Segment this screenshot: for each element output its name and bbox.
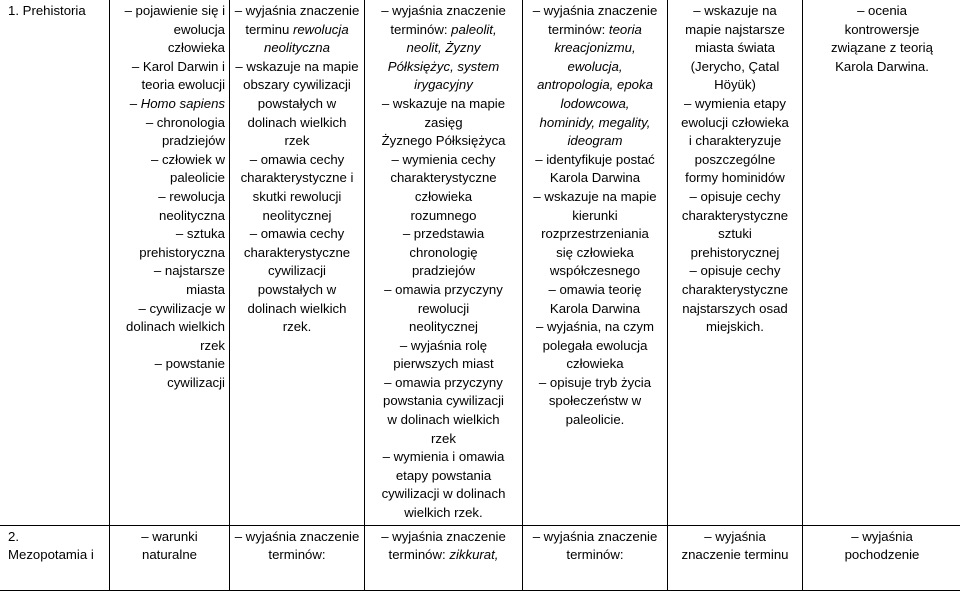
- cell-text-line: terminów: teoria: [527, 21, 663, 40]
- cell-text-line: człowieka: [114, 39, 225, 58]
- cell-text-line: chronologię: [369, 244, 518, 263]
- cell-text-line: hominidy, megality,: [527, 114, 663, 133]
- cell-text-line: – powstanie: [114, 355, 225, 374]
- cell-text-line: – wyjaśnia: [672, 528, 798, 547]
- cell-text-line: – opisuje cechy: [672, 188, 798, 207]
- cell-text-line: dolinach wielkich: [234, 114, 360, 133]
- cell-text-line: neolitycznej: [234, 207, 360, 226]
- cell-text-line: powstałych w: [234, 281, 360, 300]
- cell-text-line: ewolucja,: [527, 58, 663, 77]
- cell-text-line: ewolucji człowieka: [672, 114, 798, 133]
- content-cell: [110, 525, 230, 590]
- cell-text-line: człowieka: [369, 188, 518, 207]
- cell-text-line: miasta świata: [672, 39, 798, 58]
- cell-text-line: cywilizacji: [234, 262, 360, 281]
- cell-text-line: powstania cywilizacji: [369, 392, 518, 411]
- cell-text-line: charakterystyczne i: [234, 169, 360, 188]
- cell-text-line: – wyjaśnia znaczenie: [527, 2, 663, 21]
- cell-text-line: Mezopotamia i: [8, 546, 105, 565]
- table-row: [0, 525, 960, 590]
- cell-text-line: Karola Darwina: [527, 169, 663, 188]
- cell-text-line: ewolucja: [114, 21, 225, 40]
- cell-text-line: rzek: [369, 430, 518, 449]
- cell-text-line: człowieka: [527, 355, 663, 374]
- cell-text-line: – wyjaśnia znaczenie: [369, 528, 518, 547]
- requirements-level-4-cell: [668, 525, 803, 590]
- cell-text-line: – najstarsze: [114, 262, 225, 281]
- cell-text-line: – wskazuje na: [672, 2, 798, 21]
- cell-text-line: rzek: [234, 132, 360, 151]
- cell-text-line: charakterystyczne: [369, 169, 518, 188]
- cell-text-line: – wskazuje na mapie: [369, 95, 518, 114]
- cell-text-line: – człowiek w: [114, 151, 225, 170]
- cell-text-line: pradziejów: [369, 262, 518, 281]
- cell-text-line: – wyjaśnia znaczenie: [234, 528, 360, 547]
- cell-text-line: rozprzestrzeniania: [527, 225, 663, 244]
- cell-text-line: i charakteryzuje: [672, 132, 798, 151]
- cell-text-line: rzek.: [234, 318, 360, 337]
- cell-text-line: – wyjaśnia, na czym: [527, 318, 663, 337]
- cell-text-line: prehistoryczna: [114, 244, 225, 263]
- cell-text-line: neolityczna: [234, 39, 360, 58]
- cell-text-line: – Homo sapiens: [114, 95, 225, 114]
- cell-text-line: poszczególne: [672, 151, 798, 170]
- cell-text-line: miejskich.: [672, 318, 798, 337]
- cell-text-line: w dolinach wielkich: [369, 411, 518, 430]
- cell-text-line: pradziejów: [114, 132, 225, 151]
- cell-text-line: – wymienia etapy: [672, 95, 798, 114]
- cell-text-line: kierunki: [527, 207, 663, 226]
- cell-text-line: związane z teorią: [807, 39, 957, 58]
- cell-text-line: 1. Prehistoria: [8, 2, 105, 21]
- cell-text-line: Żyznego Półksiężyca: [369, 132, 518, 151]
- cell-text-line: cywilizacji: [114, 374, 225, 393]
- requirements-level-2-cell: [365, 0, 523, 525]
- cell-text-line: (Jerycho, Çatal: [672, 58, 798, 77]
- cell-text-line: kontrowersje: [807, 21, 957, 40]
- cell-text-line: dolinach wielkich: [114, 318, 225, 337]
- cell-text-line: prehistorycznej: [672, 244, 798, 263]
- cell-text-line: – wskazuje na mapie: [234, 58, 360, 77]
- cell-text-line: pierwszych miast: [369, 355, 518, 374]
- cell-text-line: terminów:: [234, 546, 360, 565]
- cell-text-line: naturalne: [114, 546, 225, 565]
- cell-text-line: pochodzenie: [807, 546, 957, 565]
- cell-text-line: – omawia cechy: [234, 151, 360, 170]
- cell-text-line: – cywilizacje w: [114, 300, 225, 319]
- cell-text-line: terminów: zikkurat,: [369, 546, 518, 565]
- cell-text-line: – warunki: [114, 528, 225, 547]
- cell-text-line: – pojawienie się i: [114, 2, 225, 21]
- cell-text-line: – identyfikuje postać: [527, 151, 663, 170]
- cell-text-line: zasięg: [369, 114, 518, 133]
- cell-text-line: – wymienia i omawia: [369, 448, 518, 467]
- cell-text-line: lodowcowa,: [527, 95, 663, 114]
- cell-text-line: – omawia przyczyny: [369, 281, 518, 300]
- cell-text-line: sztuki: [672, 225, 798, 244]
- cell-text-line: teoria ewolucji: [114, 76, 225, 95]
- cell-text-line: formy hominidów: [672, 169, 798, 188]
- cell-text-line: neolit, Żyzny: [369, 39, 518, 58]
- requirements-level-5-cell: [803, 525, 960, 590]
- requirements-level-2-cell: [365, 525, 523, 590]
- cell-text-line: Półksiężyc, system: [369, 58, 518, 77]
- cell-text-line: rozumnego: [369, 207, 518, 226]
- cell-text-line: dolinach wielkich: [234, 300, 360, 319]
- cell-text-line: – omawia przyczyny: [369, 374, 518, 393]
- cell-text-line: – wyjaśnia rolę: [369, 337, 518, 356]
- cell-text-line: etapy powstania: [369, 467, 518, 486]
- cell-text-line: rzek: [114, 337, 225, 356]
- cell-text-line: – wskazuje na mapie: [527, 188, 663, 207]
- cell-text-line: – opisuje tryb życia: [527, 374, 663, 393]
- cell-text-line: społeczeństw w: [527, 392, 663, 411]
- cell-text-line: rewolucji: [369, 300, 518, 319]
- cell-text-line: – ocenia: [807, 2, 957, 21]
- cell-text-line: – opisuje cechy: [672, 262, 798, 281]
- requirements-level-3-cell: [523, 0, 668, 525]
- cell-text-line: powstałych w: [234, 95, 360, 114]
- requirements-level-3-cell: [523, 525, 668, 590]
- cell-text-line: – wyjaśnia znaczenie: [369, 2, 518, 21]
- cell-text-line: – przedstawia: [369, 225, 518, 244]
- cell-text-line: mapie najstarsze: [672, 21, 798, 40]
- cell-text-line: Karola Darwina.: [807, 58, 957, 77]
- requirements-level-5-cell: [803, 0, 960, 525]
- cell-text-line: charakterystyczne: [672, 281, 798, 300]
- cell-text-line: współczesnego: [527, 262, 663, 281]
- cell-text-line: Karola Darwina: [527, 300, 663, 319]
- cell-text-line: – rewolucja: [114, 188, 225, 207]
- cell-text-line: kreacjonizmu,: [527, 39, 663, 58]
- cell-text-line: charakterystyczne: [234, 244, 360, 263]
- cell-text-line: ideogram: [527, 132, 663, 151]
- topic-cell: [0, 0, 110, 525]
- cell-text-line: obszary cywilizacji: [234, 76, 360, 95]
- cell-text-line: – wyjaśnia znaczenie: [527, 528, 663, 547]
- cell-text-line: najstarszych osad: [672, 300, 798, 319]
- cell-text-line: terminu rewolucja: [234, 21, 360, 40]
- requirements-level-1-cell: [230, 525, 365, 590]
- cell-text-line: paleolicie.: [527, 411, 663, 430]
- cell-text-line: się człowieka: [527, 244, 663, 263]
- cell-text-line: terminów: paleolit,: [369, 21, 518, 40]
- cell-text-line: 2.: [8, 528, 105, 547]
- cell-text-line: neolityczna: [114, 207, 225, 226]
- cell-text-line: – chronologia: [114, 114, 225, 133]
- cell-text-line: – Karol Darwin i: [114, 58, 225, 77]
- cell-text-line: – wyjaśnia znaczenie: [234, 2, 360, 21]
- cell-text-line: znaczenie terminu: [672, 546, 798, 565]
- cell-text-line: neolitycznej: [369, 318, 518, 337]
- cell-text-line: – wymienia cechy: [369, 151, 518, 170]
- cell-text-line: charakterystyczne: [672, 207, 798, 226]
- cell-text-line: terminów:: [527, 546, 663, 565]
- cell-text-line: polegała ewolucja: [527, 337, 663, 356]
- cell-text-line: paleolicie: [114, 169, 225, 188]
- cell-text-line: – sztuka: [114, 225, 225, 244]
- topic-cell: [0, 525, 110, 590]
- cell-text-line: – omawia teorię: [527, 281, 663, 300]
- cell-text-line: – omawia cechy: [234, 225, 360, 244]
- cell-text-line: antropologia, epoka: [527, 76, 663, 95]
- requirements-level-1-cell: [230, 0, 365, 525]
- content-cell: [110, 0, 230, 525]
- requirements-level-4-cell: [668, 0, 803, 525]
- cell-text-line: cywilizacji w dolinach: [369, 485, 518, 504]
- cell-text-line: – wyjaśnia: [807, 528, 957, 547]
- cell-text-line: miasta: [114, 281, 225, 300]
- cell-text-line: skutki rewolucji: [234, 188, 360, 207]
- cell-text-line: irygacyjny: [369, 76, 518, 95]
- cell-text-line: Höyük): [672, 76, 798, 95]
- cell-text-line: wielkich rzek.: [369, 504, 518, 523]
